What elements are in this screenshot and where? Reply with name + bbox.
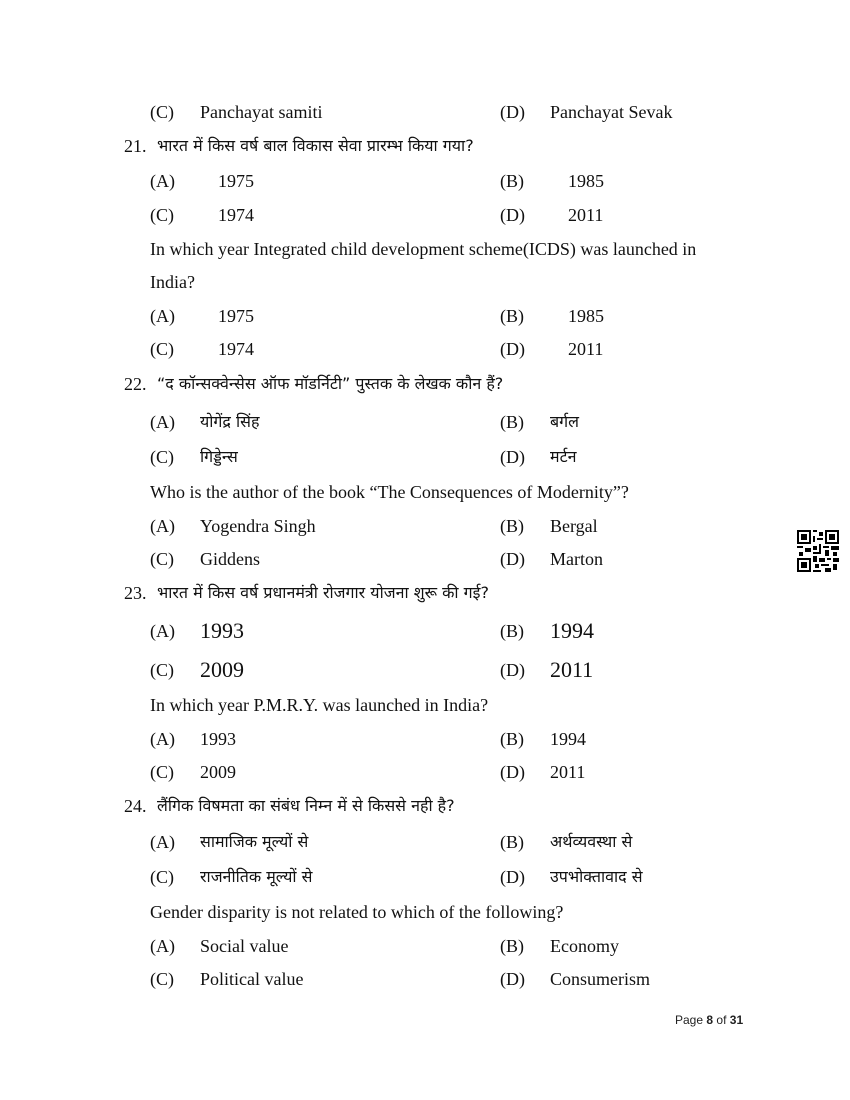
option-text: योगेंद्र सिंह <box>200 412 260 431</box>
option-label: (D) <box>500 447 525 467</box>
option-label: (B) <box>500 171 524 191</box>
option-label: (B) <box>500 621 524 641</box>
option-text: 1994 <box>550 618 594 643</box>
option-label: (B) <box>500 729 524 749</box>
option-text: Yogendra Singh <box>200 516 316 536</box>
question-21-english <box>0 236 850 262</box>
option-text: 1975 <box>218 171 254 191</box>
option-label: (B) <box>500 412 524 432</box>
option-label: (B) <box>500 516 524 536</box>
option-row <box>0 168 850 194</box>
question-21-english-cont <box>0 269 850 295</box>
option-label: (C) <box>150 447 174 467</box>
option-row <box>0 864 850 890</box>
option-row <box>0 303 850 329</box>
option-label: (B) <box>500 936 524 956</box>
option-label: (A) <box>150 936 175 956</box>
option-label: (C) <box>150 969 174 989</box>
question-23-english <box>0 692 850 718</box>
question-text-hindi: भारत में किस वर्ष बाल विकास सेवा प्रारम्भ किया गया? <box>157 136 474 155</box>
option-label: (D) <box>500 660 525 680</box>
option-text: 2011 <box>550 762 586 782</box>
question-number: 22. <box>124 374 147 394</box>
question-number: 24. <box>124 796 147 816</box>
option-text: 2011 <box>550 657 594 682</box>
option-text: 1975 <box>218 306 254 326</box>
option-row <box>0 966 850 992</box>
question-text-hindi: भारत में किस वर्ष प्रधानमंत्री रोजगार योजना शुरू की गई? <box>157 583 489 602</box>
question-text-english: India? <box>150 272 195 292</box>
option-label: (A) <box>150 306 175 326</box>
page-footer <box>675 1013 743 1027</box>
footer-of-word: of <box>716 1013 727 1027</box>
option-text: Economy <box>550 936 619 956</box>
question-22-hindi <box>0 371 850 397</box>
option-label: (A) <box>150 832 175 852</box>
option-label: (C) <box>150 102 174 122</box>
question-22-english <box>0 479 850 505</box>
option-text: 1974 <box>218 205 254 225</box>
question-number: 23. <box>124 583 147 603</box>
option-label: (B) <box>500 306 524 326</box>
question-text-english: Gender disparity is not related to which of the following? <box>150 902 564 922</box>
option-text: 2011 <box>568 339 604 359</box>
option-label: (A) <box>150 412 175 432</box>
option-text: राजनीतिक मूल्यों से <box>200 867 313 886</box>
option-text: 1993 <box>200 618 244 643</box>
option-label: (C) <box>150 549 174 569</box>
question-text-hindi: लैंगिक विषमता का संबंध निम्न में से किससे नही है? <box>157 796 455 815</box>
option-text: 1993 <box>200 729 236 749</box>
option-label: (D) <box>500 867 525 887</box>
option-row <box>0 444 850 470</box>
option-text: Political value <box>200 969 304 989</box>
question-24-hindi <box>0 793 850 819</box>
option-row <box>0 618 850 644</box>
option-text: अर्थव्यवस्था से <box>550 832 633 851</box>
option-row <box>0 99 850 125</box>
option-row <box>0 933 850 959</box>
option-row <box>0 726 850 752</box>
question-number: 21. <box>124 136 147 156</box>
option-text: 1985 <box>568 306 604 326</box>
option-label: (D) <box>500 102 525 122</box>
option-text: Marton <box>550 549 603 569</box>
option-label: (C) <box>150 339 174 359</box>
option-label: (B) <box>500 832 524 852</box>
qr-code-icon <box>797 530 839 572</box>
option-text: 2009 <box>200 762 236 782</box>
option-label: (A) <box>150 516 175 536</box>
question-23-hindi <box>0 580 850 606</box>
option-text: 2009 <box>200 657 244 682</box>
footer-total-pages: 31 <box>729 1013 744 1027</box>
option-label: (C) <box>150 867 174 887</box>
option-text: Panchayat samiti <box>200 102 323 122</box>
option-label: (C) <box>150 762 174 782</box>
option-label: (C) <box>150 205 174 225</box>
question-text-hindi: “द कॉन्सक्वेन्सेस ऑफ मॉडर्निटी” पुस्तक के लेखक कौन हैं? <box>157 374 504 393</box>
option-label: (D) <box>500 969 525 989</box>
option-row <box>0 513 850 539</box>
option-label: (A) <box>150 171 175 191</box>
option-label: (D) <box>500 205 525 225</box>
option-row <box>0 829 850 855</box>
option-text: बर्गल <box>550 412 579 431</box>
option-text: Bergal <box>550 516 598 536</box>
option-text: Consumerism <box>550 969 651 989</box>
option-label: (D) <box>500 339 525 359</box>
option-text: 2011 <box>568 205 604 225</box>
option-row <box>0 657 850 683</box>
option-text: Panchayat Sevak <box>550 102 673 122</box>
option-label: (A) <box>150 621 175 641</box>
option-text: Giddens <box>200 549 260 569</box>
option-row <box>0 202 850 228</box>
option-label: (A) <box>150 729 175 749</box>
option-text: 1994 <box>550 729 586 749</box>
option-text: Social value <box>200 936 289 956</box>
option-text: 1974 <box>218 339 254 359</box>
option-text: मर्टन <box>550 447 577 466</box>
option-row <box>0 546 850 572</box>
footer-current-page: 8 <box>706 1013 714 1027</box>
option-row <box>0 759 850 785</box>
option-label: (D) <box>500 549 525 569</box>
option-row <box>0 409 850 435</box>
question-text-english: Who is the author of the book “The Consequences of Modernity”? <box>150 482 629 502</box>
footer-page-word: Page <box>675 1013 704 1027</box>
option-text: उपभोक्तावाद से <box>550 867 643 886</box>
option-text: गिड्डेन्स <box>200 447 238 466</box>
question-24-english <box>0 899 850 925</box>
option-label: (C) <box>150 660 174 680</box>
option-row <box>0 336 850 362</box>
option-text: 1985 <box>568 171 604 191</box>
question-text-english: In which year Integrated child development scheme(ICDS) was launched in <box>150 239 697 259</box>
option-label: (D) <box>500 762 525 782</box>
question-text-english: In which year P.M.R.Y. was launched in India? <box>150 695 489 715</box>
option-text: सामाजिक मूल्यों से <box>200 832 309 851</box>
question-21-hindi <box>0 133 850 159</box>
